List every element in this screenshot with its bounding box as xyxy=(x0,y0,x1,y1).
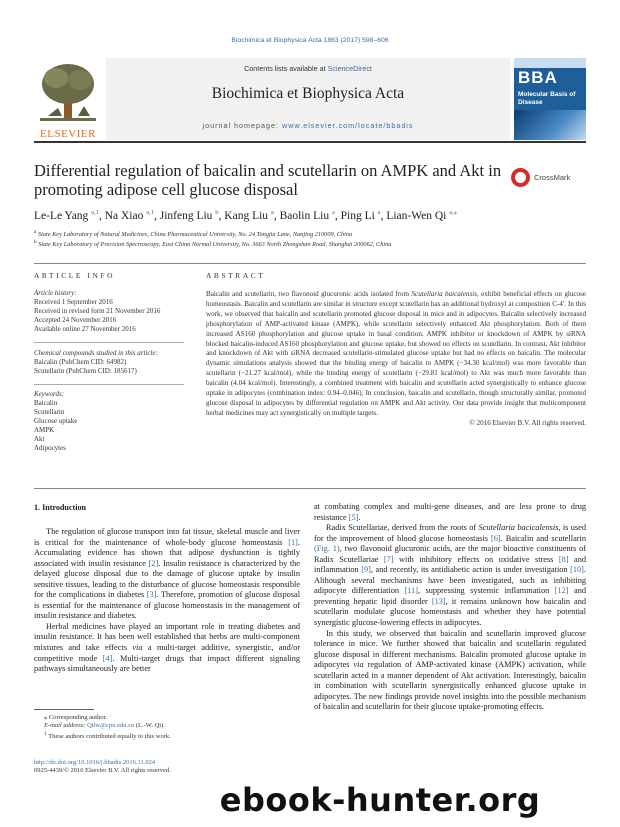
elsevier-wordmark: ELSEVIER xyxy=(40,128,96,140)
keyword-item: Scutellarin xyxy=(34,408,65,417)
contents-line xyxy=(106,64,510,73)
author[interactable]: Le-Le Yang $^{a,1}$ xyxy=(34,209,99,222)
author-affil-mark[interactable]: a,⁎ xyxy=(449,209,458,216)
section-rule xyxy=(34,488,586,489)
author[interactable]: Baolin Liu $^a$ xyxy=(279,209,335,222)
journal-info-band xyxy=(106,58,510,140)
keyword-item: Baicalin xyxy=(34,399,58,408)
author[interactable]: Jinfeng Liu $^b$ xyxy=(159,209,219,222)
reference-link[interactable]: [2] xyxy=(148,558,159,568)
crossmark-icon xyxy=(511,168,530,187)
author-affil-mark[interactable]: a,1 xyxy=(91,209,99,216)
paragraph: at combating complex and multi-gene diseases, and are less prone to drug resistance [5]. xyxy=(314,502,586,522)
body-column-right xyxy=(314,502,586,713)
info-divider xyxy=(34,384,184,385)
equal-contribution-note: $^1$ These authors contributed equally to this work. xyxy=(44,731,171,741)
paragraph: The regulation of glucose transport into fat tissue, skeletal muscle and liver is critical for the maintenance of whole-body glucose homeostasis [1]. Accumulating evidence has shown that adipose dysfunction is tightly associated with insulin resistance [2]. Insulin resistance is characterized by the delayed glucose disposal due to the damage of glucose uptake by insulin sensitive tissues, leading to the disturbance of glucose homeostasis responsible for the complications in diabetes [3]. Therefore, promotion of glucose disposal is essential for the maintenance of glucose homeostasis in the management of insulin resistance and diabetes. xyxy=(34,527,300,621)
paragraph: In this study, we observed that baicalin and scutellarin improved glucose tolerance in mice. We further showed that baicalin and scutellarin regulated glucose disposal in different mechanisms. Baicalin promoted glucose uptake in adipocytes via regulation of AMP-activated kinase (AMPK) activation, while scutellarin acted in a manner dependent of Akt activation. Interestingly, baicalin in combination with scutellarin synergistically enhanced glucose uptake in adipocytes. The new findings provide novel insights into the possible mechanism of baicalin and scutellarin for their glucose uptake-promoting effects. xyxy=(314,628,587,712)
keywords-label: Keywords: xyxy=(34,390,65,399)
history-item: Accepted 24 November 2016 xyxy=(34,316,117,324)
keyword-item: AMPK xyxy=(34,426,55,435)
header-rule xyxy=(34,141,586,143)
issn-line: 0925-4439/© 2016 Elsevier B.V. All rights reserved. xyxy=(34,767,171,775)
doi-block xyxy=(34,759,334,776)
email-note: E-mail address: Qilw@cpu.edu.cn (L.-W. Qi). xyxy=(44,722,165,730)
history-label: Article history: xyxy=(34,289,77,297)
reference-link[interactable]: [8] xyxy=(558,554,569,564)
compound-item[interactable]: Scutellarin (PubChem CID: 185617) xyxy=(34,366,137,375)
footnote-rule xyxy=(34,709,94,710)
info-divider xyxy=(34,342,184,343)
doi-link[interactable]: http://dx.doi.org/10.1016/j.bbadis.2016.11.024 xyxy=(34,759,156,766)
crossmark-badge[interactable] xyxy=(511,168,591,188)
paragraph: Herbal medicines have played an important role in treating diabetes and insulin resistance. It has been well established that herbs are multi-component mixtures and take effects via a multi-target additive, synergistic, and/or competitive mode [4]. Multi-target drugs that impact different signaling pathways simultaneously are better xyxy=(34,621,300,674)
journal-title: Biochimica et Biophysica Acta xyxy=(211,85,405,102)
reference-link[interactable]: [5] xyxy=(348,512,359,522)
homepage-prefix: journal homepage: xyxy=(202,121,280,130)
author-affil-mark[interactable]: a xyxy=(270,209,274,216)
cover-top-strip xyxy=(514,58,586,68)
author[interactable]: Lian-Wen Qi $^{a,⁎}$ xyxy=(386,209,458,222)
reference-link[interactable]: [12] xyxy=(554,586,569,596)
sciencedirect-link[interactable]: ScienceDirect xyxy=(327,64,372,73)
reference-link[interactable]: [13] xyxy=(431,596,446,606)
tree-icon xyxy=(34,58,102,126)
reference-link[interactable]: [7] xyxy=(383,554,394,564)
contents-prefix: Contents lists available at xyxy=(244,64,326,73)
affiliation: $^b$ State Key Laboratory of Precision Spectroscopy, East China Normal University, No. 3663 North Zhongshan Road, Shanghai 200062, China xyxy=(34,239,392,249)
reference-link[interactable]: [11] xyxy=(404,586,418,596)
keyword-item: Adipocytes xyxy=(34,444,66,453)
keyword-item: Akt xyxy=(34,435,45,444)
affiliation: $^a$ State Key Laboratory of Natural Medicines, China Pharmaceutical University, No. 24 Tongjia Lane, Nanjing 210009, China xyxy=(34,229,353,239)
abstract-copyright: © 2016 Elsevier B.V. All rights reserved. xyxy=(469,418,586,427)
journal-banner xyxy=(34,58,586,140)
article-info-heading: ARTICLE INFO xyxy=(34,271,116,280)
corresponding-author-note: ⁎ Corresponding author. xyxy=(44,714,108,721)
history-item: Received 1 September 2016 xyxy=(34,298,113,306)
author-affil-mark[interactable]: b xyxy=(215,209,219,216)
reference-link[interactable]: [10] xyxy=(570,565,584,575)
compound-item[interactable]: Baicalin (PubChem CID: 64982) xyxy=(34,357,127,366)
history-item: Available online 27 November 2016 xyxy=(34,325,136,333)
cover-artwork xyxy=(514,110,586,140)
author[interactable]: Ping Li $^a$ xyxy=(340,209,381,222)
cover-subtitle: Molecular Basis of Disease xyxy=(518,91,576,106)
author-affil-mark[interactable]: a,1 xyxy=(146,209,154,216)
figure-link[interactable]: (Fig. 1) xyxy=(314,544,340,554)
cover-acronym: BBA xyxy=(518,68,558,87)
reference-link[interactable]: [6] xyxy=(490,533,501,543)
elsevier-logo[interactable] xyxy=(34,58,102,140)
keyword-item: Glucose uptake xyxy=(34,417,78,426)
history-item: Received in revised form 21 November 2016 xyxy=(34,307,161,315)
section-rule xyxy=(34,263,586,264)
compounds-label: Chemical compounds studied in this article: xyxy=(34,348,158,357)
journal-cover[interactable] xyxy=(514,58,586,140)
reference-link[interactable]: [1] xyxy=(288,537,298,547)
author[interactable]: Kang Liu $^a$ xyxy=(224,209,274,222)
body-column-left xyxy=(34,527,300,675)
reference-link[interactable]: [9] xyxy=(361,565,371,575)
journal-citation[interactable]: Biochimica et Biophysica Acta 1863 (2017) 598–606 xyxy=(231,37,389,44)
journal-homepage xyxy=(106,121,510,130)
paragraph: Radix Scutellariae, derived from the roots of Scutellaria bacicalensis, is used for the improvement of blood glucose homeostasis [6]. Baicalin and scutellarin (Fig. 1), two flavonoid glucuronic acids, are the major bioactive constituents of Radix Scutellariae [7] with inhibitory effects on oxidative stress [8] and inflammation [9], and recently, its antidiabetic action is under investigation [10]. Although several mechanisms have been investigated, such as inhibiting adipocyte differentiation [11], suppressing systemic inflammation [12] and preventing hepatic lipid disorder [13], it remains unknown how baicalin and scutellarin modulate glucose homeostasis and whether they have potential synergistic glucose-lowering effects in adipocytes. xyxy=(314,523,586,628)
reference-link[interactable]: [4] xyxy=(102,653,113,663)
homepage-link[interactable]: www.elsevier.com/locate/bbadis xyxy=(282,121,414,130)
crossmark-label: CrossMark xyxy=(534,173,571,182)
introduction-heading: 1. Introduction xyxy=(34,503,87,512)
author[interactable]: Na Xiao $^{a,1}$ xyxy=(104,209,154,222)
email-link[interactable]: Qilw@cpu.edu.cn xyxy=(87,722,135,730)
author-list: Le-Le Yang $^{a,1}$, Na Xiao $^{a,1}$, Jinfeng Liu $^b$, Kang Liu $^a$, Baolin Liu $^a$, Ping Li $^a$, Lian-Wen Qi $^{a,⁎}$ xyxy=(34,209,458,222)
watermark: ebook-hunter.org xyxy=(140,781,620,819)
article-title: Differential regulation of baicalin and scutellarin on AMPK and Akt in promoting adipose cell glucose disposal xyxy=(34,161,502,199)
author-affil-mark[interactable]: a xyxy=(377,209,381,216)
reference-link[interactable]: [3] xyxy=(146,590,157,600)
abstract-heading: ABSTRACT xyxy=(206,271,266,280)
footnotes xyxy=(34,714,300,742)
article-info xyxy=(34,289,184,461)
abstract-text: Baicalin and scutellarin, two flavonoid glucuronic acids isolated from Scutellaria baicalensis, exhibit beneficial effects on glucose homeostasis. Baicalin and scutellarin are similar in structure except scutellarin has an additional hydroxyl at composition C-4′. In this work, we observed that baicalin and scutellarin promoted glucose disposal in mice and in adipocytes. Baicalin selectively increased phosphorylation of AMP-activated kinase (AMPK), while scutellarin selectively enhanced Akt phosphorylation. Both of them increased AS160 phosphorylation and glucose uptake in basal condition. AMPK inhibitor or knockdown of AMPK by siRNA blocked baicalin-induced AS160 phosphorylation and glucose uptake, but showed no effects on scutellarin. In contrast, Akt inhibitor and knockdown of Akt with siRNA decreased scutellarin-stimulated glucose uptake but had no effects on baicalin. The molecular dynamic simulations analysis showed that the binding energy of baicalin to AMPK (−34.30 kcal/mol) was more favorable than scutellarin (−21.27 kcal/mol), while the binding energy of scutellarin (−29.81 kcal/mol) to Akt was much more favorable than baicalin (4.04 kcal/mol). Interestingly, a combined treatment with baicalin and scutellarin acted synergistically to enhance glucose uptake in adipocytes (combination index: 0.94–0.046). In conclusion, baicalin and scutellarin, though structurally similar, promoted glucose disposal in adipocytes by differential regulation on AMPK and Akt activity. Our data provide insight that multicomponent herbal medicines may act synergistically on multiple targets. © 2016 Elsevier B.V. All rights reserved. xyxy=(206,290,586,427)
author-affil-mark[interactable]: a xyxy=(331,209,335,216)
